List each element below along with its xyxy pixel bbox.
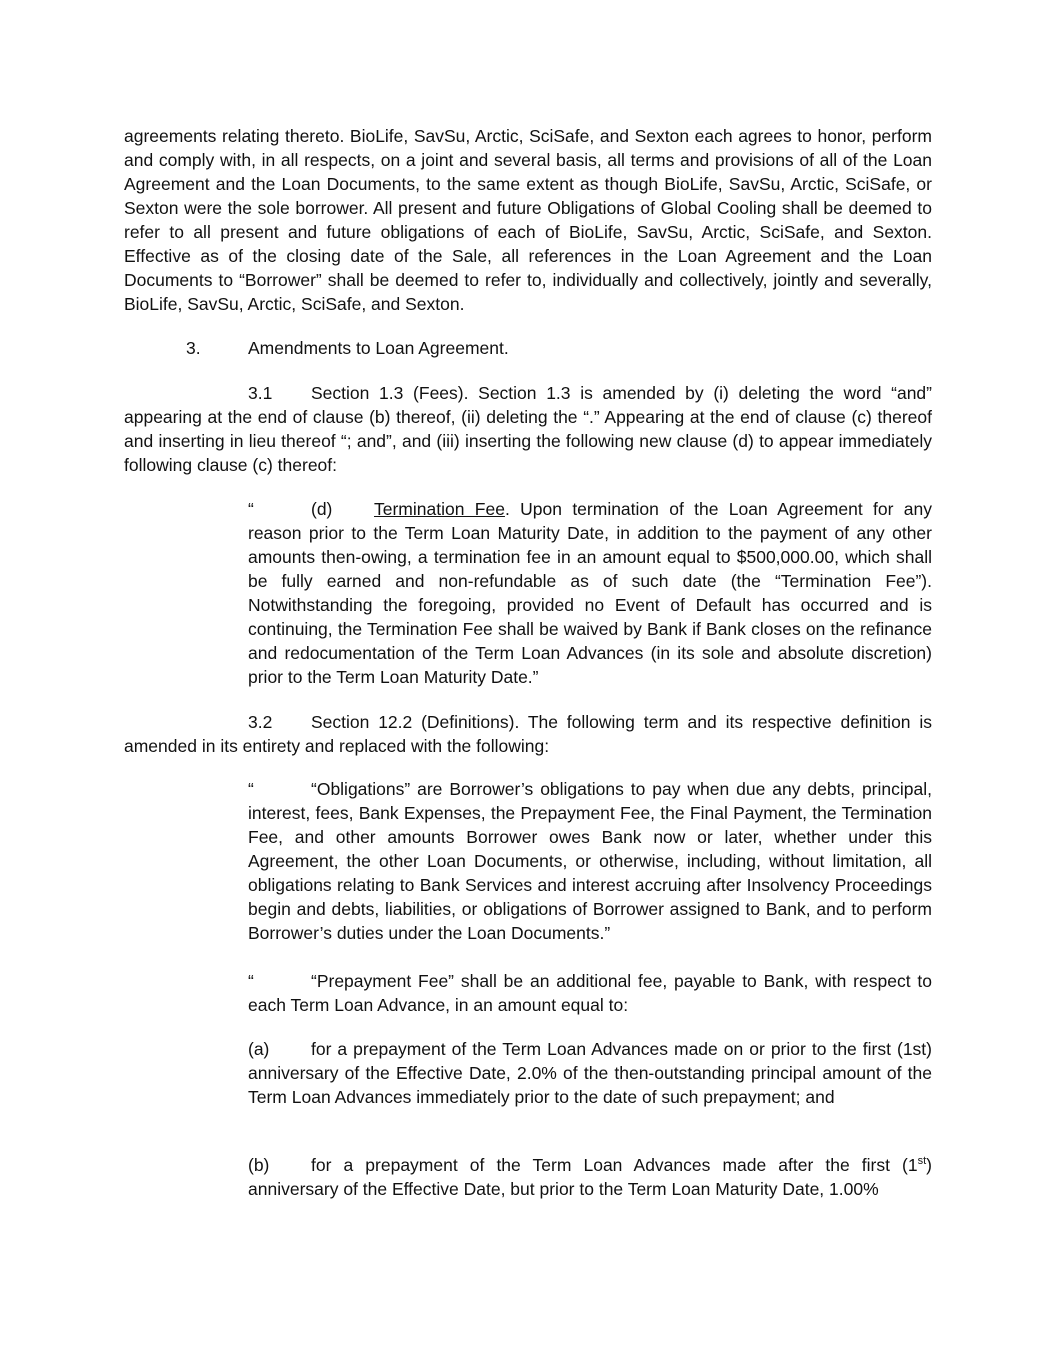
item-a-label: (a) [248, 1039, 270, 1059]
section-3-1-paragraph [124, 381, 932, 477]
section-3-heading [186, 336, 509, 360]
section-3-1-number: 3.1 [248, 383, 273, 403]
obligations-definition [248, 777, 932, 945]
section-3-2-text: Section 12.2 (Definitions). The following term and its respective definition is amended in its entirety and replaced with the following: [124, 712, 932, 756]
prepayment-open-quote: “ [248, 971, 254, 991]
section-3-2-paragraph [124, 710, 932, 758]
section-3-number: 3. [186, 338, 201, 358]
clause-d-label: (d) [311, 499, 333, 519]
prepayment-fee-definition [248, 969, 932, 1017]
item-b-text-after: ) anniversary of the Effective Date, but prior to the Term Loan Maturity Date, 1.00% [248, 1155, 932, 1199]
obligations-open-quote: “ [248, 779, 254, 799]
clause-d-text: . Upon termination of the Loan Agreement for any reason prior to the Term Loan Maturity Date, in addition to the payment of any other amounts then-owing, a termination fee in an amount equal to $500,000.00, which shall be fully earned and non-refundable as of such date (the “Termination Fee”). Notwithstanding the foregoing, provided no Event of Default has occurred and is continuing, the Termination Fee shall be waived by Bank if Bank closes on the refinance and redocumentation of the Term Loan Advances (in its sole and absolute discretion) prior to the Term Loan Maturity Date.” [248, 499, 932, 687]
item-b-superscript: st [917, 1155, 927, 1168]
clause-d-paragraph [248, 497, 932, 689]
intro-paragraph: agreements relating thereto. BioLife, SavSu, Arctic, SciSafe, and Sexton each agrees to honor, perform and comply with, in all respects, on a joint and several basis, all terms and provisions of all of the Loan Agreement and the Loan Documents, to the same extent as though BioLife, SavSu, Arctic, SciSafe, or Sexton were the sole borrower. All present and future Obligations of Global Cooling shall be deemed to refer to all present and future obligations of each of BioLife, SavSu, Arctic, SciSafe, and Sexton. Effective as of the closing date of the Sale, all references in the Loan Agreement and the Loan Documents to “Borrower” shall be deemed to refer to, individually and collectively, jointly and severally, BioLife, SavSu, Arctic, SciSafe, and Sexton. [124, 126, 932, 314]
prepayment-item-b [248, 1153, 932, 1201]
item-b-label: (b) [248, 1155, 270, 1175]
prepayment-text: “Prepayment Fee” shall be an additional fee, payable to Bank, with respect to each Term Loan Advance, in an amount equal to: [248, 971, 932, 1015]
clause-d-title: Termination Fee [374, 499, 505, 519]
obligations-text: “Obligations” are Borrower’s obligations to pay when due any debts, principal, interest, fees, Bank Expenses, the Prepayment Fee, the Final Payment, the Termination Fee, and other amounts Borrower owes Bank now or later, whether under this Agreement, the other Loan Documents, or otherwise, including, without limitation, all obligations relating to Bank Services and interest accruing after Insolvency Proceedings begin and debts, liabilities, or obligations of Borrower assigned to Bank, and to perform Borrower’s duties under the Loan Documents.” [248, 779, 932, 943]
item-a-text: for a prepayment of the Term Loan Advances made on or prior to the first (1st) anniversary of the Effective Date, 2.0% of the then-outstanding principal amount of the Term Loan Advances immediately prior to the date of such prepayment; and [248, 1039, 932, 1107]
prepayment-item-a [248, 1037, 932, 1109]
section-3-title: Amendments to Loan Agreement. [248, 338, 509, 358]
section-3-1-text: Section 1.3 (Fees). Section 1.3 is amended by (i) deleting the word “and” appearing at the end of clause (b) thereof, (ii) deleting the “.” Appearing at the end of clause (c) thereof and inserting in lieu thereof “; and”, and (iii) inserting the following new clause (d) to appear immediately following clause (c) thereof: [124, 383, 932, 475]
item-b-text-before: for a prepayment of the Term Loan Advances made after the first (1 [311, 1155, 918, 1175]
clause-d-open-quote: “ [248, 499, 254, 519]
section-3-2-number: 3.2 [248, 712, 273, 732]
